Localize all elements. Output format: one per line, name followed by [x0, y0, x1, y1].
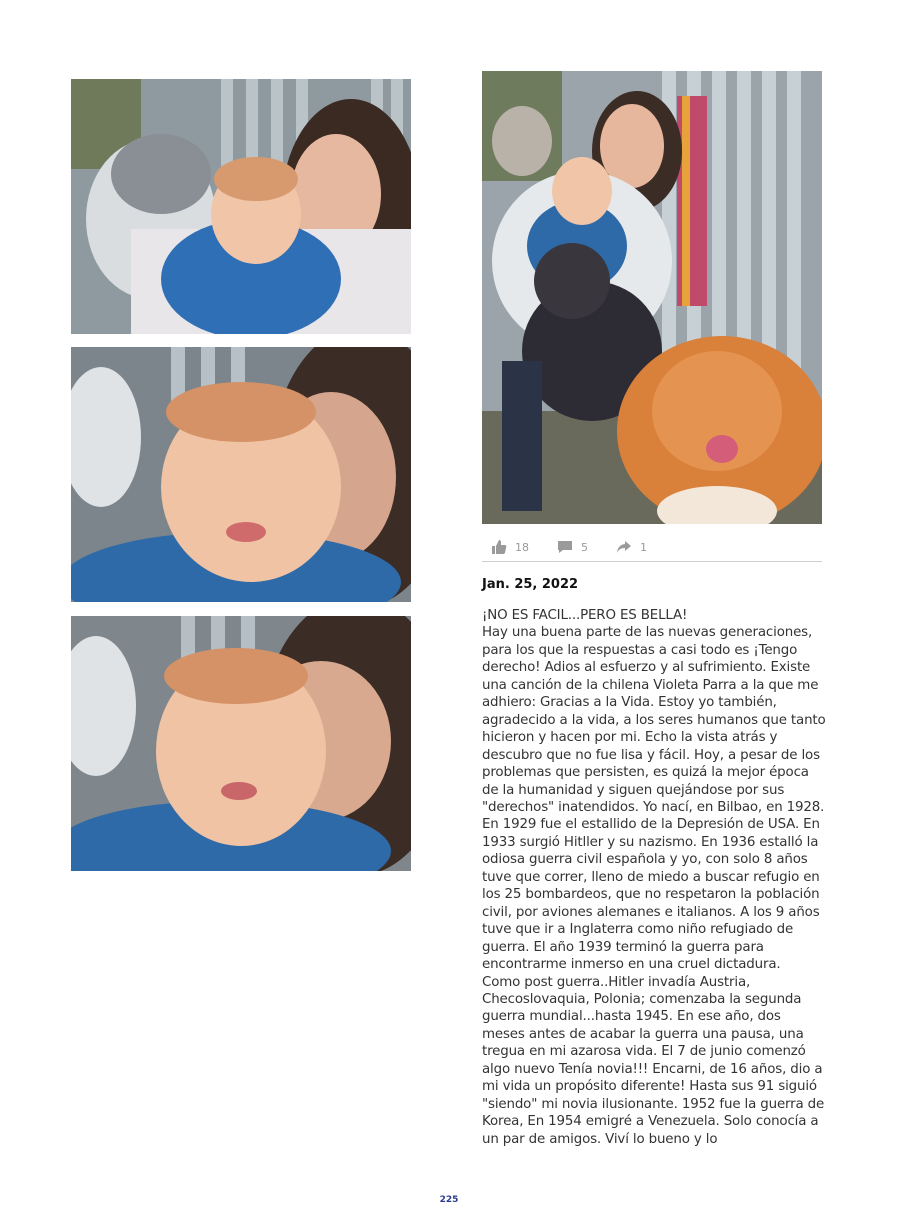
share-arrow-icon: [616, 539, 632, 555]
comment-stat[interactable]: [557, 539, 588, 555]
share-stat[interactable]: [616, 539, 647, 555]
photo-woman-kissing-baby: [71, 347, 411, 602]
comment-count: 5: [581, 540, 588, 554]
photo-woman-baby-dog: [71, 79, 411, 334]
engagement-stats: [482, 533, 822, 562]
post-date: Jan. 25, 2022: [482, 577, 579, 592]
like-stat[interactable]: [491, 539, 529, 555]
share-count: 1: [640, 540, 647, 554]
comment-icon: [557, 539, 573, 555]
thumbs-up-icon: [491, 539, 507, 555]
page-number: 225: [439, 1195, 459, 1205]
photo-woman-baby-smiling: [71, 616, 411, 871]
post-body-text: ¡NO ES FACIL...PERO ES BELLA! Hay una buena parte de las nuevas generaciones, para los que la respuestas a casi todo es ¡Tengo derecho! Adios al esfuerzo y al sufrimiento. Existe una canción de la chilena Violeta Parra a la que me adhiero: Gracias a la Vida. Estoy yo también, agradecido a la vida, a los seres humanos que tanto hicieron y hacen por mi. Echo la vista atrás y descubro que no fue lisa y fácil. Hoy, a pesar de los problemas que persisten, es quizá la mejor época de la humanidad y siguen quejándose por sus "derechos" inatendidos. Yo nací, en Bilbao, en 1928. En 1929 fue el estallido de la Depresión de USA. En 1933 surgió Hitller y su nazismo. En 1936 estalló la odiosa guerra civil española y yo, con solo 8 años tuve que correr, lleno de miedo a buscar refugio en los 25 bombardeos, que no respetaron la población civil, por aviones alemanes e italianos. A los 9 años tuve que ir a Inglaterra como niño refugiado de guerra. El año 1939 terminó la guerra para encontrarme inmerso en una cruel dictadura. Como post guerra..Hitler invadía Austria, Checoslovaquia, Polonia; comenzaba la segunda guerra mundial...hasta 1945. En ese año, dos meses antes de acabar la guerra una pausa, una tregua en mi azarosa vida. El 7 de junio comenzó algo nuevo Tenía novia!!! Encarni, de 16 años, dio a mi vida un propósito diferente! Hasta sus 91 siguió "siendo" mi novia ilusionante. 1952 fue la guerra de Korea, En 1954 emigré a Venezuela. Solo conocía a un par de amigos. Viví lo bueno y lo: [482, 608, 826, 1147]
like-count: 18: [515, 540, 529, 554]
photo-woman-baby-dogs: [482, 71, 822, 524]
